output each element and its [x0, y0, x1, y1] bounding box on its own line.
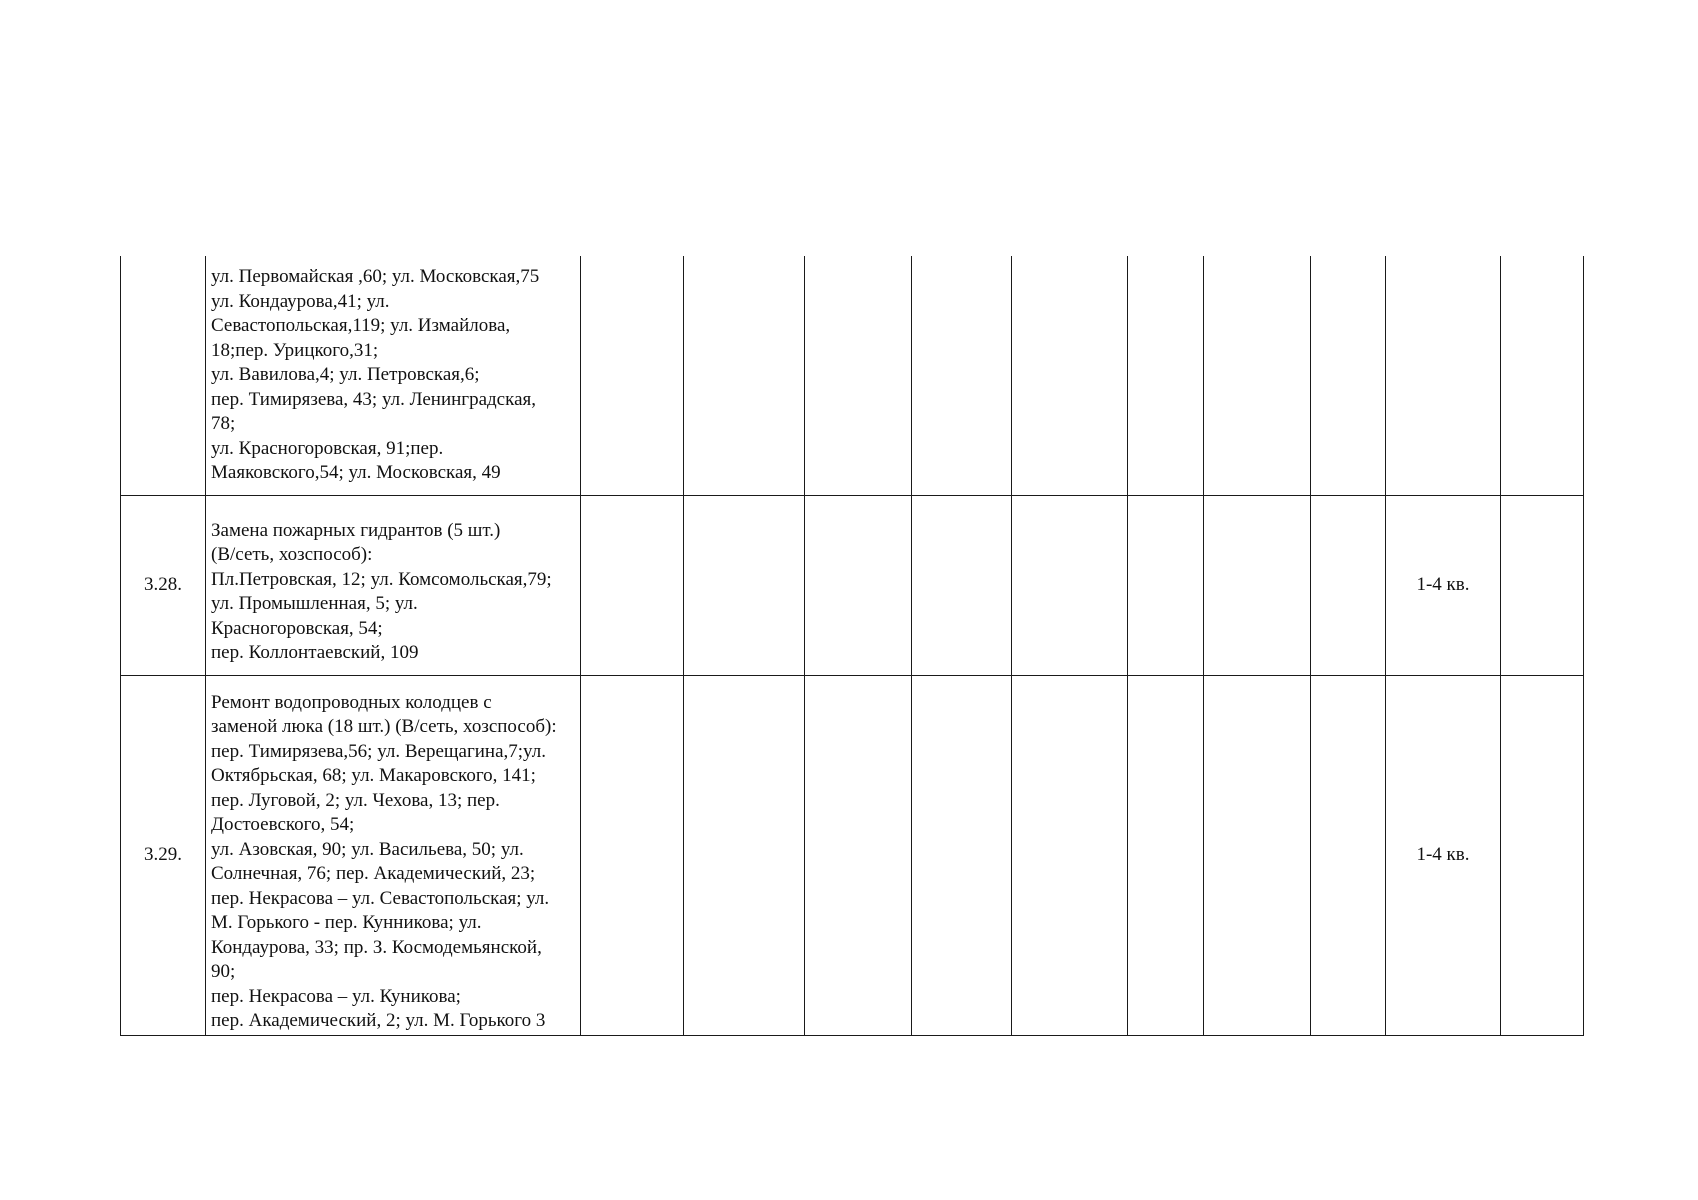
empty-cell	[1501, 495, 1584, 675]
description-line: М. Горького - пер. Кунникова; ул.	[211, 912, 482, 933]
description-line: пер. Академический, 2; ул. М. Горького 3	[211, 1010, 546, 1031]
description-line: ул. Вавилова,4; ул. Петровская,6;	[211, 364, 480, 385]
works-table	[120, 256, 1584, 1036]
empty-cell	[1501, 675, 1584, 1035]
description-line: 90;	[211, 961, 236, 982]
description-line: Октябрьская, 68; ул. Макаровского, 141;	[211, 765, 536, 786]
description-line: ул. Азовская, 90; ул. Васильева, 50; ул.	[211, 838, 524, 860]
row-number: 3.29.	[121, 675, 206, 1035]
period-cell: 1-4 кв.	[1386, 495, 1501, 675]
work-description	[206, 675, 581, 1035]
table-row	[121, 495, 1584, 675]
empty-cell	[581, 675, 684, 1035]
description-line: пер. Некрасова – ул. Куникова;	[211, 985, 461, 1007]
description-line: Замена пожарных гидрантов (5 шт.)	[211, 519, 501, 541]
description-line: ул. Красногоровская, 91;пер.	[211, 437, 444, 459]
empty-cell	[805, 256, 912, 495]
description-line: Пл.Петровская, 12; ул. Комсомольская,79;	[211, 568, 552, 590]
row-number	[121, 256, 206, 495]
work-description	[206, 495, 581, 675]
description-line: пер. Тимирязева,56; ул. Верещагина,7;ул.	[211, 740, 546, 762]
empty-cell	[581, 256, 684, 495]
empty-cell	[1311, 675, 1386, 1035]
description-line: заменой люка (18 шт.) (В/сеть, хозспособ):	[211, 716, 557, 737]
table-row	[121, 675, 1584, 1035]
empty-cell	[684, 495, 805, 675]
period-cell	[1386, 256, 1501, 495]
description-line: пер. Некрасова – ул. Севастопольская; ул.	[211, 887, 550, 909]
description-line: ул. Промышленная, 5; ул.	[211, 593, 418, 614]
empty-cell	[1128, 495, 1204, 675]
empty-cell	[1012, 495, 1128, 675]
description-line: пер. Коллонтаевский, 109	[211, 642, 419, 663]
empty-cell	[1311, 256, 1386, 495]
empty-cell	[1204, 495, 1311, 675]
description-line: Красногоровская, 54;	[211, 617, 383, 639]
description-line: ул. Кондаурова,41; ул.	[211, 290, 390, 312]
empty-cell	[912, 495, 1012, 675]
empty-cell	[1128, 675, 1204, 1035]
row-number: 3.28.	[121, 495, 206, 675]
description-line: 18;пер. Урицкого,31;	[211, 339, 379, 361]
work-description	[206, 256, 581, 495]
description-line: Достоевского, 54;	[211, 814, 355, 835]
description-line: 78;	[211, 413, 236, 434]
table-row	[121, 256, 1584, 495]
period-cell: 1-4 кв.	[1386, 675, 1501, 1035]
description-line: Кондаурова, 33; пр. З. Космодемьянской,	[211, 936, 542, 958]
empty-cell	[1311, 495, 1386, 675]
empty-cell	[1012, 675, 1128, 1035]
empty-cell	[805, 495, 912, 675]
description-line: (В/сеть, хозспособ):	[211, 544, 373, 565]
description-line: Ремонт водопроводных колодцев с	[211, 691, 492, 713]
description-line: Севастопольская,119; ул. Измайлова,	[211, 315, 511, 336]
empty-cell	[912, 256, 1012, 495]
description-line: Маяковского,54; ул. Московская, 49	[211, 462, 501, 483]
empty-cell	[1204, 675, 1311, 1035]
empty-cell	[581, 495, 684, 675]
description-line: пер. Тимирязева, 43; ул. Ленинградская,	[211, 388, 536, 410]
empty-cell	[805, 675, 912, 1035]
description-line: пер. Луговой, 2; ул. Чехова, 13; пер.	[211, 789, 500, 811]
empty-cell	[1204, 256, 1311, 495]
description-line: Солнечная, 76; пер. Академический, 23;	[211, 863, 536, 884]
empty-cell	[1501, 256, 1584, 495]
empty-cell	[684, 675, 805, 1035]
empty-cell	[684, 256, 805, 495]
description-line: ул. Первомайская ,60; ул. Московская,75	[211, 266, 540, 287]
empty-cell	[1012, 256, 1128, 495]
empty-cell	[912, 675, 1012, 1035]
empty-cell	[1128, 256, 1204, 495]
